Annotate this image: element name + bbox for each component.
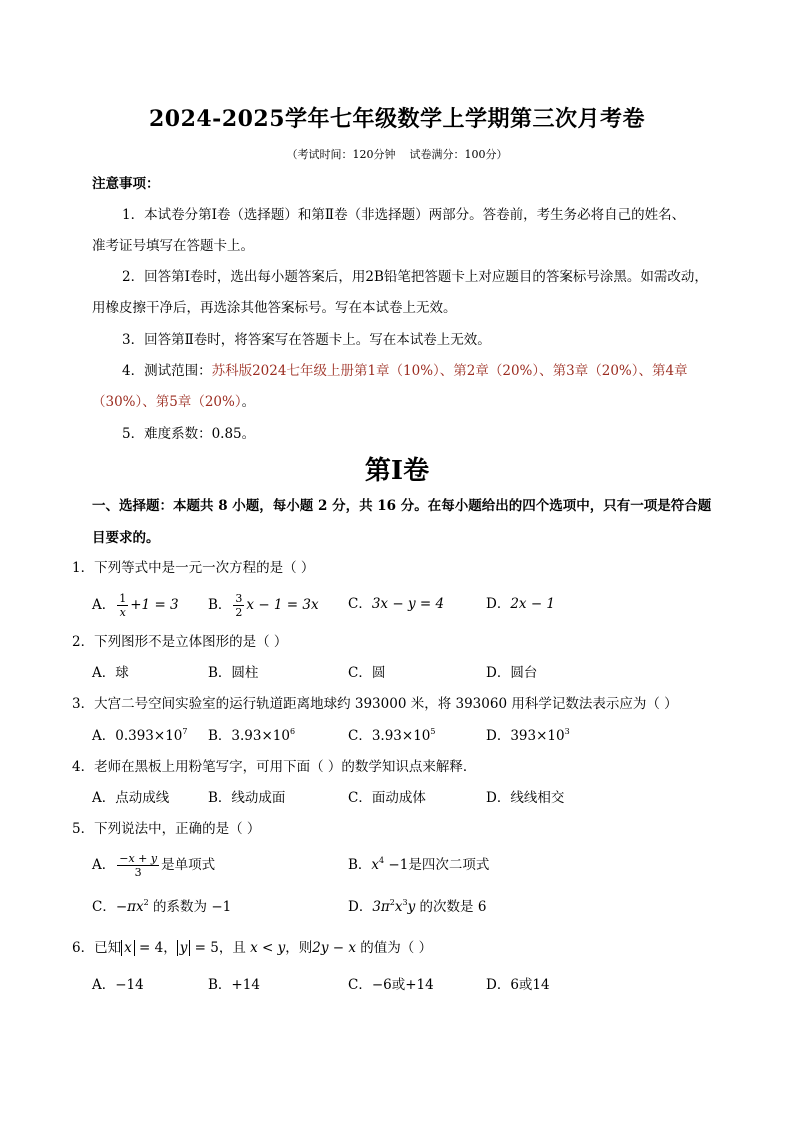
- option-text: 是单项式: [161, 857, 216, 873]
- notice-item-4-line2: [92, 392, 255, 412]
- question-1-stem: 1．下列等式中是一元一次方程的是（ ）: [72, 560, 315, 576]
- exam-score: 试卷满分：100分）: [409, 148, 508, 161]
- exponent: 5: [430, 727, 436, 736]
- option-label: B．: [208, 597, 232, 613]
- notice-item-5: 5．难度系数：0.85。: [122, 426, 256, 442]
- question-1-option-c[interactable]: [348, 594, 444, 614]
- stem-text: 的值为（ ）: [356, 940, 433, 956]
- term: x: [394, 899, 403, 915]
- denominator: 2: [235, 606, 243, 619]
- question-4-option-d[interactable]: D．线线相交: [486, 790, 565, 806]
- notice-item-3: 3．回答第Ⅱ卷时，将答案写在答题卡上。写在本试卷上无效。: [122, 332, 491, 348]
- stem-text: = 5，且: [190, 940, 251, 956]
- exponent: 4: [379, 856, 385, 865]
- notice-item-1-line1: 1．本试卷分第Ⅰ卷（选择题）和第Ⅱ卷（非选择题）两部分。答卷前，考生务必将自己的姓名、: [122, 207, 686, 223]
- notice-item-4-suffix: 。: [241, 394, 256, 410]
- option-text: −1是四次二项式: [384, 857, 490, 873]
- stem-text: ，则: [285, 940, 313, 956]
- option-expression: x − 1 = 3x: [246, 597, 319, 613]
- absolute-value: x: [121, 940, 135, 956]
- option-text: 的系数为 −1: [148, 899, 232, 915]
- term: y: [407, 899, 416, 915]
- question-2-option-a[interactable]: A．球: [92, 665, 129, 681]
- option-expression: 2x − 1: [510, 596, 556, 612]
- option-label: A．: [92, 597, 116, 613]
- term: 3π: [372, 899, 390, 915]
- exam-time: （考试时间：120分钟: [286, 148, 396, 161]
- test-scope-cont: （30%）、第5章（20%）: [92, 394, 242, 410]
- notice-heading: 注意事项：: [92, 176, 160, 192]
- fraction: [117, 852, 159, 879]
- exponent: 2: [143, 898, 149, 907]
- numerator: −x + y: [119, 852, 158, 865]
- option-expression: 3x − y = 4: [371, 596, 445, 612]
- question-5-option-d[interactable]: [348, 897, 486, 917]
- question-4-stem: 4．老师在黑板上用粉笔写字，可用下面（ ）的数学知识点来解释．: [72, 759, 477, 775]
- absolute-value: y: [177, 940, 191, 956]
- condition: x < y: [250, 940, 286, 956]
- numerator: 3: [235, 592, 243, 605]
- part1-instructions-line1: 一、选择题：本题共 8 小题，每小题 2 分，共 16 分。在每小题给出的四个选项中，只有一项是符合题: [92, 498, 712, 514]
- question-3-stem: 3．大宫二号空间实验室的运行轨道距离地球约 393000 米，将 393060 用科学记数法表示应为（ ）: [72, 696, 678, 712]
- option-label: C．: [92, 899, 116, 915]
- question-6-option-d[interactable]: D．6或14: [486, 977, 550, 993]
- question-2-option-c[interactable]: C．圆: [348, 665, 386, 681]
- option-expression: +1 = 3: [130, 597, 179, 613]
- option-label: D．: [486, 596, 511, 612]
- question-4-option-b[interactable]: B．线动成面: [208, 790, 286, 806]
- exam-subtitle: [0, 146, 794, 162]
- question-3-option-b[interactable]: [208, 726, 295, 746]
- option-text: D．393×10: [486, 728, 565, 744]
- question-1-option-d[interactable]: [486, 594, 555, 614]
- part1-instructions-line2: 目要求的。: [92, 530, 160, 546]
- stem-text: = 4，: [134, 940, 177, 956]
- exponent: 6: [289, 727, 296, 736]
- question-2-stem: 2．下列图形不是立体图形的是（ ）: [72, 634, 288, 650]
- exponent: 2: [389, 898, 395, 907]
- question-4-option-c[interactable]: C．面动成体: [348, 790, 426, 806]
- question-6-option-a[interactable]: A．−14: [92, 977, 144, 993]
- denominator: 3: [134, 866, 142, 879]
- notice-item-2-line1: 2．回答第Ⅰ卷时，选出每小题答案后，用2B铅笔把答题卡上对应题目的答案标号涂黑。如需改动，: [122, 269, 708, 285]
- notice-item-4-prefix: 4．测试范围：: [122, 363, 212, 379]
- question-5-option-a[interactable]: [92, 852, 215, 879]
- option-label: C．: [348, 596, 372, 612]
- option-label: A．: [92, 857, 116, 873]
- option-label: D．: [348, 899, 373, 915]
- question-5-option-b[interactable]: [348, 855, 489, 875]
- question-5-stem: 5．下列说法中，正确的是（ ）: [72, 821, 261, 837]
- notice-item-1-line2: 准考证号填写在答题卡上。: [92, 238, 254, 254]
- option-text: A．0.393×10: [92, 728, 183, 744]
- question-2-option-b[interactable]: B．圆柱: [208, 665, 259, 681]
- numerator: 1: [119, 592, 127, 605]
- question-6-option-b[interactable]: B．+14: [208, 977, 260, 993]
- base: x: [371, 857, 380, 873]
- question-2-option-d[interactable]: D．圆台: [486, 665, 538, 681]
- question-4-option-a[interactable]: A．点动成线: [92, 790, 170, 806]
- question-1-option-a[interactable]: [92, 592, 179, 619]
- expression: 2y − x: [312, 940, 356, 956]
- stem-text: 6．已知: [72, 940, 122, 956]
- exponent: 3: [564, 727, 570, 736]
- test-scope: 苏科版2024七年级上册第1章（10%）、第2章（20%）、第3章（20%）、第4章: [211, 363, 688, 379]
- section-heading: 第Ⅰ卷: [364, 456, 430, 486]
- option-text: B．3.93×10: [208, 728, 290, 744]
- question-1-option-b[interactable]: [208, 592, 319, 619]
- option-label: B．: [348, 857, 372, 873]
- option-text: C．3.93×10: [348, 728, 431, 744]
- question-3-option-d[interactable]: [486, 726, 570, 746]
- question-3-option-c[interactable]: [348, 726, 435, 746]
- exponent: 7: [182, 727, 188, 736]
- fraction: [117, 592, 128, 619]
- exam-title: 2024-2025学年七年级数学上学期第三次月考卷: [148, 106, 646, 132]
- question-3-option-a[interactable]: [92, 726, 187, 746]
- denominator: x: [119, 606, 126, 619]
- question-5-option-c[interactable]: [92, 897, 231, 917]
- notice-item-4-line1: [122, 361, 688, 381]
- base: −πx: [115, 899, 144, 915]
- notice-item-2-line2: 用橡皮擦干净后，再选涂其他答案标号。写在本试卷上无效。: [92, 300, 457, 316]
- exponent: 3: [402, 898, 408, 907]
- fraction: [233, 592, 244, 619]
- question-6-option-c[interactable]: C．−6或+14: [348, 977, 434, 993]
- question-6-stem: [72, 938, 432, 958]
- option-text: 的次数是 6: [415, 899, 487, 915]
